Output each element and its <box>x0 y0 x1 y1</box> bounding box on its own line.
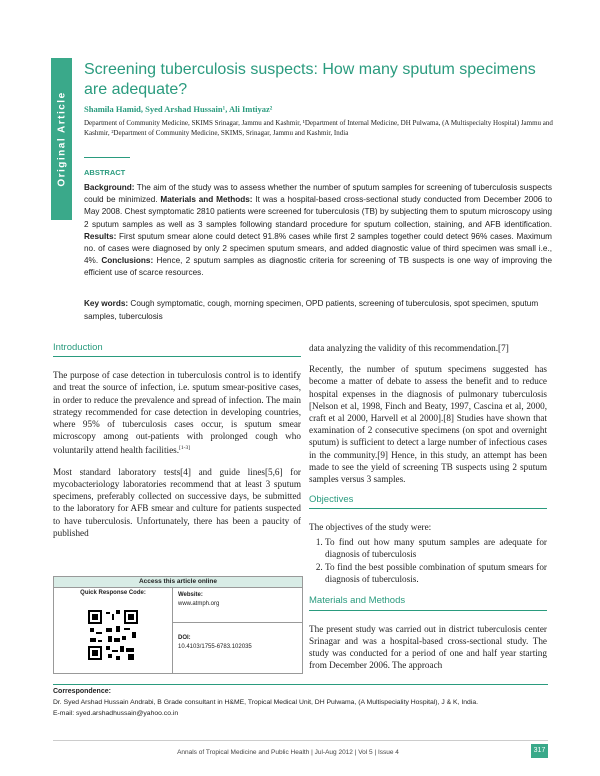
website-link[interactable]: www.atmph.org <box>178 601 220 607</box>
correspondence-label: Correspondence: <box>53 688 111 695</box>
intro-p1-text: The purpose of case detection in tuberculosis control is to identify and treat the source of infection, i.e. sputum smear-positive cases, in order to reduce the prevalence and spread of infection. The main strategy recommended for case detection in developing countries, where 95% of tuberculosis cases occur, is sputum smear microscopy among out-patients with prolonged cough who voluntarily attend health facilities. <box>53 370 301 456</box>
abstract-results: First sputum smear alone could detect 91.8% cases while first 2 samples together could detect 96% cases. Maximum no. of cases were diagnosed by only 2 specimen sputum smears, and added diagnostic value of third specimen was small i.e., 4%. <box>84 231 552 266</box>
page-number: 317 <box>531 744 548 758</box>
objective-item-2: 2. To find the best possible combination of sputum smears for diagnosis of tuberculosis. <box>325 561 547 585</box>
access-divider <box>172 622 302 623</box>
doi-label: DOI: <box>178 635 191 641</box>
website-label: Website: <box>178 592 203 598</box>
correspondence-rule <box>53 684 548 685</box>
methods-heading: Materials and Methods <box>309 595 406 607</box>
page-footer <box>53 740 548 756</box>
abstract-conclusions: Hence, 2 sputum samples as diagnostic criteria for screening of TB suspects is one way of improving the efficient use of scarce resources. <box>84 256 552 278</box>
abstract-body <box>84 182 552 280</box>
access-title: Access this article online <box>54 577 302 588</box>
abstract-heading: ABSTRACT <box>84 168 126 177</box>
doi-value[interactable]: 10.4103/1755-6783.102035 <box>178 644 252 650</box>
access-article-box <box>53 576 303 674</box>
intro-p1-ref: [1-3] <box>179 445 191 452</box>
objectives-intro: The objectives of the study were: <box>309 522 432 533</box>
keywords <box>84 297 552 323</box>
author-list: Shamila Hamid, Syed Arshad Hussain¹, Ali Imtiyaz² <box>84 104 273 114</box>
article-type-sidebar <box>51 58 72 220</box>
intro-paragraph-4: Recently, the number of sputum specimens suggested has become a matter of debate to assess the benefit and to reduce hospital expenses in the diagnosis of pulmonary tuberculosis [Nelson et al, 1998, Finch and Beaty, 1997, Cascina et al, 2000, craft et al 2000, Harvell et al 2000].[8] Studies have shown that examination of 2 consecutive specimens (on spot and overnight sputum) is sufficient to detect a large number of infectious cases in the community.[9] Hence, in this study, an attempt has been made to see the yield of screening TB suspects using 2 sputum samples versus 3 samples. <box>309 364 547 485</box>
correspondence-block <box>53 686 553 719</box>
left-column <box>53 342 301 548</box>
keywords-text: Cough symptomatic, cough, morning specimen, OPD patients, screening of tuberculosis, spot specimen, sputum samples, tuberculosis <box>84 299 539 321</box>
abstract-methods-label: Materials and Methods: <box>157 195 253 205</box>
abstract-conclusions-label: Conclusions: <box>98 256 154 266</box>
correspondence-text: Dr. Syed Arshad Hussain Andrabi, B Grade consultant in H&ME, Tropical Medical Unit, DH Pulwama, (A Multispeciality Hospital), J & K, India. <box>53 699 478 706</box>
affiliations: Department of Community Medicine, SKIMS Srinagar, Jammu and Kashmir, ¹Department of Internal Medicine, DH Pulwama, (A Multispecialty Hospital) Jammu and Kashmir, ²Department of Community Medicine, SKIMS, Srinagar, Jammu and Kashmir, India <box>84 119 553 137</box>
intro-heading-rule <box>53 356 301 357</box>
methods-heading-rule <box>309 610 547 611</box>
qr-code-icon[interactable] <box>88 610 138 660</box>
abstract-background: The aim of the study was to assess whether the number of sputum samples for screening of tuberculosis suspects could be minimized. <box>84 183 552 205</box>
abstract-results-label: Results: <box>84 231 117 241</box>
objectives-heading: Objectives <box>309 494 354 506</box>
title-divider <box>84 157 130 158</box>
methods-paragraph-1: The present study was carried out in district tuberculosis center Srinagar and was a hospital-based cross-sectional study. The study was conducted for a period of one and half year starting from December 2006. The approach <box>309 623 547 671</box>
intro-paragraph-2: Most standard laboratory tests[4] and guide lines[5,6] for mycobacteriology laboratories recommend that at least 3 sputum specimens, preferably collected on successive days, be submitted to the laboratory for AFB smear and culture for patients suspected to have tuberculosis. Unfortunately, there has been a paucity of published <box>53 466 301 538</box>
intro-paragraph-1 <box>53 369 301 456</box>
intro-paragraph-3: data analyzing the validity of this recommendation.[7] <box>309 343 509 353</box>
article-title: Screening tuberculosis suspects: How many sputum specimens are adequate? <box>84 61 536 98</box>
objectives-heading-rule <box>309 508 547 509</box>
objectives-list <box>309 536 547 586</box>
abstract-background-label: Background: <box>84 183 135 192</box>
intro-heading: Introduction <box>53 342 103 353</box>
right-column <box>309 342 547 680</box>
journal-citation: Annals of Tropical Medicine and Public Health | Jul-Aug 2012 | Vol 5 | Issue 4 <box>177 749 399 756</box>
objective-item-1: 1. To find out how many sputum samples are adequate for diagnosis of tuberculosis <box>325 536 547 560</box>
keywords-label: Key words: <box>84 299 129 308</box>
correspondence-email[interactable]: E-mail: syed.arshadhussain@yahoo.co.in <box>53 710 179 717</box>
article-type-label: Original Article <box>56 91 67 187</box>
qr-label: Quick Response Code: <box>80 590 146 596</box>
qr-column <box>54 588 173 673</box>
abstract-methods: It was a hospital-based cross-sectional study conducted from December 2006 to May 2008. Chest symptomatic 2810 patients were screened for tuberculosis (TB) by subjecting them to sputum microscopy using 2 sputum samples as well as 3 samples following standard procedure for sputum collection, staining, and AFB identification. <box>84 195 553 229</box>
